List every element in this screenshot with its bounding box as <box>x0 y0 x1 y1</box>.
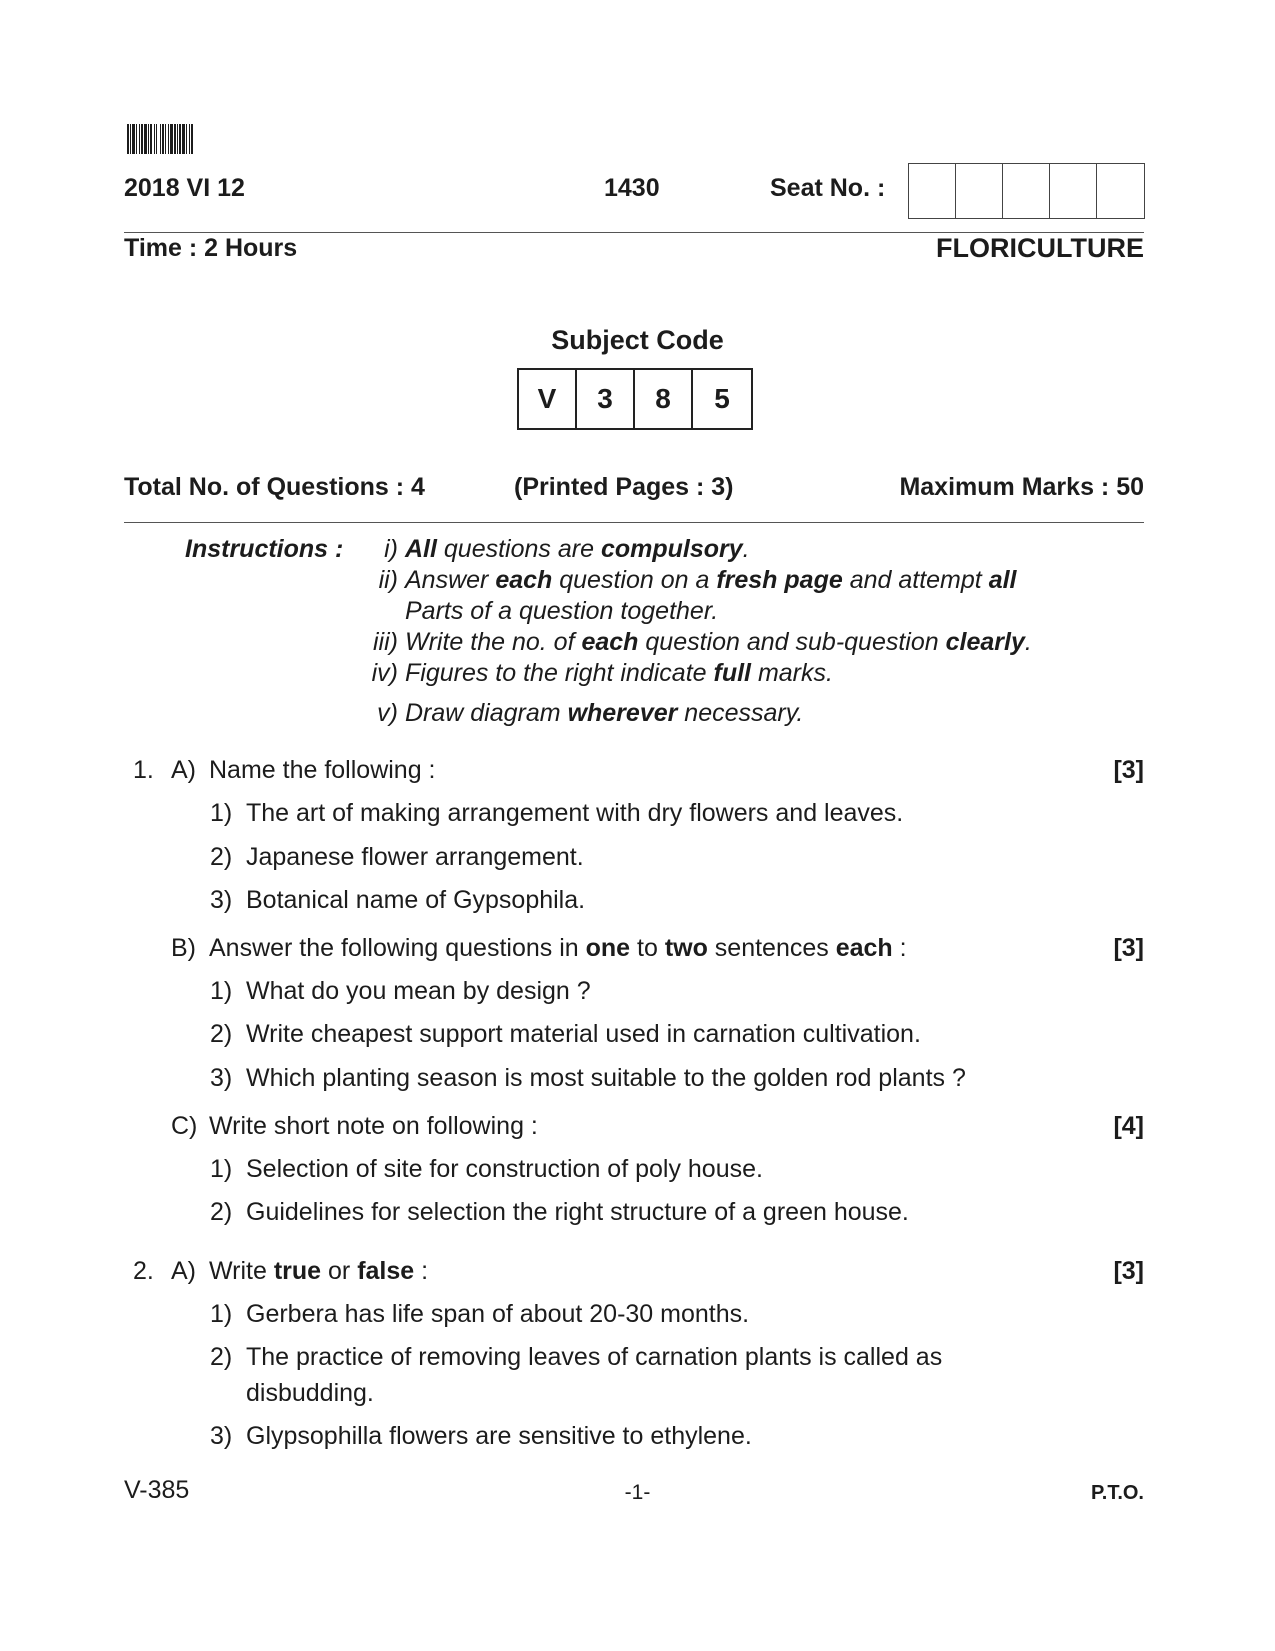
text-segment: Name the following : <box>209 756 436 784</box>
sub-question-number: 2) <box>210 1198 233 1226</box>
emphasis-text: fresh page <box>716 566 843 594</box>
text-segment: : <box>414 1257 429 1285</box>
question-prompt <box>209 756 436 785</box>
maximum-marks: Maximum Marks : 50 <box>899 473 1144 501</box>
instruction-text <box>405 659 833 688</box>
subject-code-char: 5 <box>714 383 730 414</box>
text-segment: questions are <box>436 535 601 563</box>
sub-question-text: Glypsophilla flowers are sensitive to ethylene. <box>246 1422 752 1450</box>
barcode-image <box>127 124 267 154</box>
sub-question-number: 3) <box>210 886 233 914</box>
emphasis-text: each <box>581 628 639 656</box>
meta-divider <box>124 522 1144 523</box>
sub-question-text: The art of making arrangement with dry flowers and leaves. <box>246 799 904 827</box>
emphasis-text: each <box>835 934 893 962</box>
text-segment: Parts of a question together. <box>405 597 719 625</box>
sub-question-text: Which planting season is most suitable to the golden rod plants ? <box>246 1064 966 1092</box>
seat-label: Seat No. : <box>770 174 886 202</box>
printed-pages: (Printed Pages : 3) <box>514 473 734 501</box>
seat-box-cell[interactable] <box>1050 164 1097 218</box>
paper-number: 1430 <box>604 174 660 202</box>
question-number: 2. <box>133 1257 154 1285</box>
text-segment: question and sub-question <box>638 628 946 656</box>
text-segment: Answer the following questions in <box>209 934 586 962</box>
sub-question-number: 1) <box>210 1155 233 1183</box>
page-number: -1- <box>624 1481 651 1504</box>
question-marks: [4] <box>1113 1112 1144 1140</box>
question-marks: [3] <box>1113 756 1144 784</box>
subject-code-char: 8 <box>635 370 693 428</box>
subject-title: FLORICULTURE <box>936 233 1144 263</box>
question-prompt <box>209 1257 428 1286</box>
sub-question-number: 1) <box>210 977 233 1005</box>
question-part-label: C) <box>171 1112 198 1140</box>
question-prompt <box>209 934 907 963</box>
emphasis-text: wherever <box>567 699 678 727</box>
sub-question-number: 2) <box>210 1343 233 1371</box>
emphasis-text: clearly <box>945 628 1025 656</box>
please-turn-over: P.T.O. <box>1091 1482 1144 1504</box>
subject-code-label: Subject Code <box>551 325 724 355</box>
sub-question-text: disbudding. <box>246 1379 374 1407</box>
instruction-text <box>405 699 803 728</box>
time-allowed: Time : 2 Hours <box>124 234 298 262</box>
total-questions: Total No. of Questions : 4 <box>124 473 425 501</box>
instruction-number: iv) <box>371 659 398 687</box>
text-segment: question on a <box>552 566 717 594</box>
instruction-number: i) <box>384 535 398 563</box>
question-marks: [3] <box>1113 934 1144 962</box>
sub-question-number: 1) <box>210 1300 233 1328</box>
instruction-text <box>405 597 718 626</box>
instruction-text <box>405 535 750 564</box>
text-segment: and attempt <box>842 566 989 594</box>
subject-code-char: V <box>519 370 577 428</box>
text-segment: Write <box>209 1257 274 1285</box>
text-segment: sentences <box>707 934 836 962</box>
sub-question-text: Botanical name of Gypsophila. <box>246 886 586 914</box>
text-segment: Answer <box>405 566 496 594</box>
text-segment: : <box>892 934 907 962</box>
paper-code: 2018 VI 12 <box>124 174 245 202</box>
instruction-text <box>405 566 1016 595</box>
text-segment: Draw diagram <box>405 699 568 727</box>
text-segment: necessary. <box>677 699 804 727</box>
question-marks: [3] <box>1113 1257 1144 1285</box>
sub-question-text: Japanese flower arrangement. <box>246 843 584 871</box>
text-segment: marks. <box>751 659 833 687</box>
sub-question-number: 1) <box>210 799 233 827</box>
emphasis-text: one <box>585 934 631 962</box>
question-prompt <box>209 1112 538 1141</box>
instruction-number: v) <box>377 699 398 727</box>
seat-box-cell[interactable] <box>1097 164 1144 218</box>
seat-box-cell[interactable] <box>956 164 1003 218</box>
sub-question-text: Gerbera has life span of about 20-30 months. <box>246 1300 750 1328</box>
seat-number-boxes[interactable] <box>908 163 1145 219</box>
subject-code-boxes <box>517 368 753 430</box>
text-segment: . <box>742 535 750 563</box>
emphasis-text: two <box>664 934 708 962</box>
sub-question-text: Selection of site for construction of poly house. <box>246 1155 763 1183</box>
emphasis-text: compulsory <box>600 535 743 563</box>
question-part-label: A) <box>171 1257 196 1285</box>
emphasis-text: true <box>273 1257 322 1285</box>
text-segment: . <box>1024 628 1032 656</box>
instruction-number: iii) <box>373 628 398 656</box>
sub-question-text: The practice of removing leaves of carnation plants is called as <box>246 1343 943 1371</box>
sub-question-text: What do you mean by design ? <box>246 977 591 1005</box>
sub-question-text: Guidelines for selection the right structure of a green house. <box>246 1198 909 1226</box>
subject-code-char: 3 <box>577 370 635 428</box>
emphasis-text: All <box>405 535 437 563</box>
instructions-label: Instructions : <box>185 535 344 563</box>
emphasis-text: each <box>495 566 553 594</box>
emphasis-text: false <box>357 1257 415 1285</box>
question-part-label: A) <box>171 756 196 784</box>
instruction-number: ii) <box>378 566 398 594</box>
seat-box-cell[interactable] <box>1003 164 1050 218</box>
seat-box-cell[interactable] <box>909 164 956 218</box>
text-segment: Write short note on following : <box>209 1112 538 1140</box>
question-part-label: B) <box>171 934 196 962</box>
emphasis-text: full <box>713 659 751 687</box>
sub-question-number: 2) <box>210 843 233 871</box>
text-segment: to <box>630 934 665 962</box>
sub-question-number: 3) <box>210 1422 233 1450</box>
text-segment: or <box>321 1257 358 1285</box>
emphasis-text: all <box>988 566 1017 594</box>
instruction-text <box>405 628 1032 657</box>
question-number: 1. <box>133 756 154 784</box>
footer-code: V-385 <box>124 1476 190 1504</box>
sub-question-number: 2) <box>210 1020 233 1048</box>
text-segment: Write the no. of <box>405 628 582 656</box>
text-segment: Figures to the right indicate <box>405 659 714 687</box>
sub-question-number: 3) <box>210 1064 233 1092</box>
sub-question-text: Write cheapest support material used in carnation cultivation. <box>246 1020 921 1048</box>
